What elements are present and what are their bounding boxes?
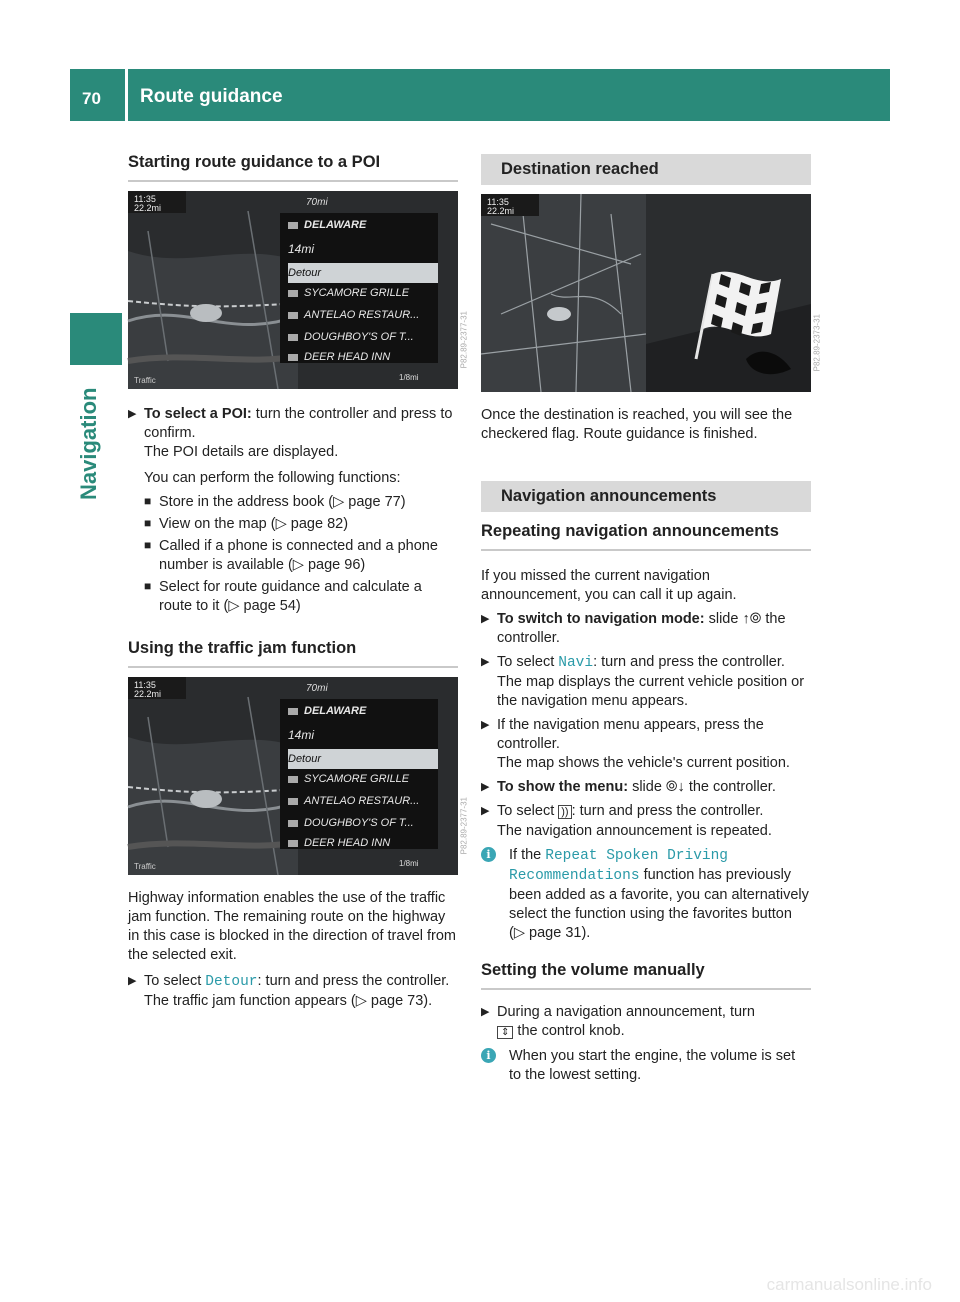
menu-item-label: ANTELAO RESTAUR... [304, 795, 420, 807]
speech-icon: )) [558, 805, 571, 819]
menu-item[interactable] [288, 327, 438, 347]
page-ref-link[interactable]: page 54) [243, 598, 301, 614]
menu-item[interactable] [288, 813, 438, 833]
menu-item-detour[interactable]: Detour [288, 263, 438, 283]
section-title-traffic: Using the traffic jam function [128, 639, 458, 668]
arrow-icon: ▶ [481, 656, 490, 668]
top-distance: 70mi [306, 197, 328, 208]
instruction-step [128, 972, 458, 1011]
step-result: The map shows the vehicle's current position. [497, 755, 790, 771]
destination-paragraph: Once the destination is reached, you will see the checkered flag. Route guidance is finished. [481, 407, 793, 442]
section-bar-announcements: Navigation announcements [481, 481, 811, 512]
info-icon: i [481, 847, 496, 862]
menu-item[interactable] [288, 769, 438, 789]
bullet-item [144, 493, 458, 512]
menu-title-row[interactable] [288, 701, 438, 721]
functions-intro: You can perform the following functions: [144, 470, 401, 486]
page-ref-link[interactable]: page 73). [370, 993, 433, 1009]
instruction-step [481, 653, 811, 711]
step-text: If the navigation menu appears, press the controller. [497, 717, 764, 752]
arrow-icon: ▶ [481, 1006, 490, 1018]
page-title: Route guidance [140, 86, 283, 107]
page-ref-icon: ▷ [333, 494, 345, 510]
bullet-icon: ■ [144, 538, 152, 552]
step-text: : turn and press the controller. [593, 654, 785, 670]
header-divider [125, 69, 128, 121]
section-title-repeating: Repeating navigation announcements [481, 522, 811, 551]
menu-item[interactable] [288, 283, 438, 303]
instruction-step [481, 610, 811, 648]
bullet-text: Store in the address book ( [159, 494, 334, 510]
traffic-paragraph: Highway information enables the use of the traffic jam function. The remaining route on the highway in this case is blocked in the direction of travel from the selected exit. [128, 890, 457, 963]
image-code: P82.89-2373-31 [812, 314, 821, 372]
info-text: function has previously been added as a favorite, you can alternatively select the function using the favorites button ( [509, 867, 809, 941]
menu-term-navi: Navi [558, 655, 594, 671]
footer-watermark: carmanualsonline.info [766, 1275, 932, 1294]
menu-item-label: SYCAMORE GRILLE [304, 287, 410, 299]
controller-slide-up-icon: ↑⦾ [742, 611, 762, 627]
bullet-icon: ■ [144, 579, 152, 593]
page-ref-icon: ▷ [292, 557, 304, 573]
menu-item-label: DEER HEAD INN [304, 837, 391, 849]
instruction-step [481, 716, 811, 773]
step-result: The navigation announcement is repeated. [497, 823, 772, 839]
bullet-item [144, 537, 458, 575]
step-bold: To show the menu: [497, 779, 629, 795]
bullet-item [144, 578, 458, 616]
clock: 11:35 [134, 194, 156, 204]
volume-knob-icon: ⇕ [497, 1026, 513, 1039]
instruction-step [128, 405, 458, 462]
step-text: To select [144, 973, 202, 989]
bullet-text: View on the map ( [159, 516, 276, 532]
right-column [481, 154, 821, 1085]
section-title-volume: Setting the volume manually [481, 961, 811, 990]
traffic-label[interactable]: Traffic [134, 376, 156, 385]
instruction-step [481, 778, 811, 797]
menu-item-label: DOUGHBOY'S OF T... [304, 817, 414, 829]
info-note [481, 1047, 811, 1085]
arrow-icon: ▶ [128, 408, 137, 420]
step-text: the controller. [688, 779, 776, 795]
page-header [70, 69, 890, 121]
page-ref-icon: ▷ [513, 925, 525, 941]
step-text: : turn and press the controller. [257, 973, 450, 989]
menu-term-repeat: Repeat Spoken Driving Recommendations [509, 848, 729, 884]
info-text: If the [509, 847, 542, 863]
poi-icon [288, 776, 298, 783]
section-bar-destination: Destination reached [481, 154, 811, 185]
menu-item-detour[interactable]: Detour [288, 749, 438, 769]
page-ref-icon: ▷ [355, 993, 367, 1009]
poi-menu [280, 699, 438, 849]
step-result: The traffic jam function appears ( [144, 993, 356, 1009]
screenshot-poi-menu [128, 191, 468, 389]
step-bold: To select a POI: [144, 406, 252, 422]
clock: 11:35 [487, 197, 509, 207]
screenshot-traffic-jam [128, 677, 468, 875]
image-code: P82.89-2377-31 [459, 311, 468, 369]
poi-icon [288, 798, 298, 805]
bullet-icon: ■ [144, 516, 152, 530]
distance-readout: 22.2mi [134, 689, 162, 699]
info-note [481, 846, 811, 943]
intro-paragraph: If you missed the current navigation announcement, you can call it up again. [481, 568, 737, 603]
bullet-icon: ■ [144, 494, 152, 508]
menu-item[interactable] [288, 347, 438, 367]
step-text: slide [708, 611, 739, 627]
top-distance: 70mi [306, 683, 328, 694]
menu-title-row[interactable] [288, 215, 438, 235]
side-section-label [76, 387, 119, 540]
menu-item-label: ANTELAO RESTAUR... [304, 309, 420, 321]
page-ref-icon: ▷ [228, 598, 240, 614]
page-ref-link[interactable]: page 31). [529, 925, 591, 941]
arrow-icon: ▶ [481, 719, 490, 731]
step-bold: To switch to navigation mode: [497, 611, 705, 627]
step-text: slide [632, 779, 662, 795]
poi-icon [288, 354, 298, 361]
side-tab-marker [70, 313, 122, 365]
distance-readout: 22.2mi [487, 206, 515, 216]
step-result: The POI details are displayed. [144, 444, 339, 460]
page-ref-link[interactable]: page 82) [290, 516, 349, 532]
highway-icon [288, 708, 298, 715]
info-icon: i [481, 1048, 496, 1063]
step-result: The map displays the current vehicle position or the navigation menu appears. [497, 674, 805, 709]
menu-item-label: DOUGHBOY'S OF T... [304, 331, 414, 343]
screenshot-destination [481, 194, 821, 392]
poi-icon [288, 840, 298, 847]
bullet-text: Select for route guidance and calculate a route to it ( [159, 579, 422, 614]
menu-item[interactable]: 14mi [288, 242, 315, 256]
highway-icon [288, 222, 298, 229]
instruction-step [481, 802, 811, 841]
poi-menu [280, 213, 438, 363]
bullet-text: Called if a phone is connected and a phone number is available ( [159, 538, 438, 573]
section-title-poi: Starting route guidance to a POI [128, 153, 458, 182]
step-text: turn the controller and press to confirm. [144, 406, 453, 441]
menu-title: DELAWARE [304, 705, 367, 717]
map-scale: 1/8mi [399, 859, 419, 868]
step-text: the control knob. [517, 1023, 625, 1039]
arrow-icon: ▶ [481, 805, 490, 817]
arrow-icon: ▶ [481, 781, 490, 793]
menu-item[interactable]: 14mi [288, 728, 315, 742]
instruction-step [481, 1003, 811, 1042]
controller-slide-down-icon: ⦾↓ [665, 779, 685, 795]
step-text: During a navigation announcement, turn [497, 1004, 755, 1020]
poi-icon [288, 290, 298, 297]
side-label-text: Navigation [76, 387, 101, 500]
step-text: To select [497, 654, 555, 670]
arrow-icon: ▶ [481, 613, 490, 625]
step-text: : turn and press the controller. [571, 803, 764, 819]
poi-icon [288, 312, 298, 319]
step-text: To select [497, 803, 555, 819]
menu-item-label: DEER HEAD INN [304, 351, 391, 363]
page-ref-icon: ▷ [275, 516, 287, 532]
arrow-icon: ▶ [128, 975, 137, 987]
menu-item[interactable] [288, 833, 438, 853]
poi-icon [288, 334, 298, 341]
page-ref-link[interactable]: page 77) [348, 494, 406, 510]
page-ref-link[interactable]: page 96) [307, 557, 366, 573]
left-column [128, 153, 468, 1011]
poi-icon [288, 820, 298, 827]
traffic-label[interactable]: Traffic [134, 862, 156, 871]
menu-term-detour: Detour [205, 974, 258, 990]
menu-item[interactable] [288, 305, 438, 325]
map-scale: 1/8mi [399, 373, 419, 382]
distance-readout: 22.2mi [134, 203, 162, 213]
bullet-item [144, 515, 458, 534]
image-code: P82.89-2377-31 [459, 797, 468, 855]
clock: 11:35 [134, 680, 156, 690]
menu-title: DELAWARE [304, 219, 367, 231]
page-number: 70 [82, 89, 101, 108]
destination-graphic [481, 194, 811, 392]
info-text: When you start the engine, the volume is set to the lowest setting. [509, 1048, 796, 1083]
step-text: the controller. [497, 611, 786, 646]
menu-item[interactable] [288, 791, 438, 811]
menu-item-label: SYCAMORE GRILLE [304, 773, 410, 785]
